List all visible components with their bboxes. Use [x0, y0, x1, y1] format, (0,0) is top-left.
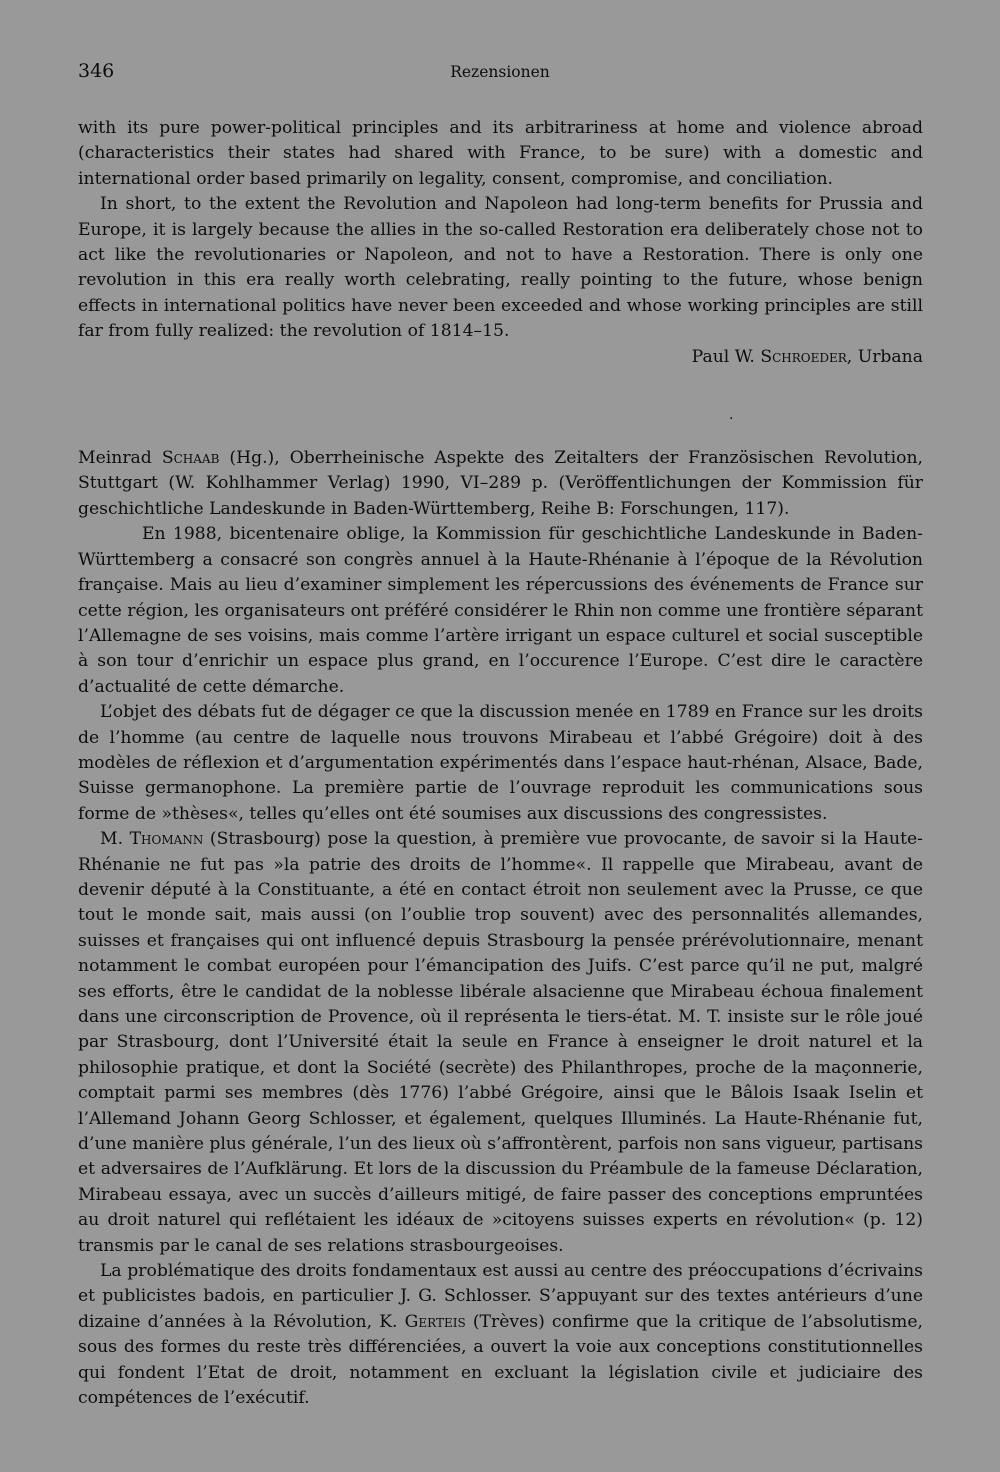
separator [78, 370, 923, 432]
review2-paragraph-1: En 1988, bicentenaire oblige, la Kommission für geschichtliche Landeskunde in Baden-Württemberg a consacré son congrès annuel à la Haute-Rhénanie à l’époque de la Révolution française. Mais au lieu d’examiner simplement les répercussions des événements de France sur cette région, les organisateurs ont préféré considérer le Rhin non comme une frontière séparant l’Allemagne de ses voisins, mais comme l’artère irrigant un espace culturel et social susceptible à son tour d’enrichir un espace plus grand, en l’occurence l’Europe. C’est dire le caractère d’actualité de cette démarche. [78, 524, 923, 697]
review2-bibliographic-entry [78, 446, 923, 522]
page-number: 346 [78, 60, 115, 82]
signature-place: , Urbana [846, 346, 923, 367]
editor-surname: Schaab [161, 448, 220, 469]
signature-first-name: Paul W. [691, 346, 761, 367]
review2-paragraph-2: L’objet des débats fut de dégager ce que la discussion menée en 1789 en France sur les droits de l’homme (au centre de laquelle nous trouvons Mirabeau et l’abbé Grégoire) doit à des modèles de réflexion et d’argumentation expérimentés dans l’espace haut-rhénan, Alsace, Bade, Suisse germanophone. La première partie de l’ouvrage reproduit les communications sous forme de »thèses«, telles qu’elles ont été soumises aux discussions des congressistes. [78, 702, 923, 824]
p4-author-name: Gerteis [404, 1311, 466, 1332]
review2-paragraph-3 [78, 827, 923, 1259]
article-body [78, 116, 923, 1412]
p4-text: (Trèves) confirme que la critique de l’absolutisme, sous des formes du reste très différenciées, a ouvert la voie aux conceptions constitutionnelles qui fondent l’Etat de droit, notamment en excluant la législation civile et judiciaire des compétences de l’exécutif. [78, 1311, 923, 1409]
bibliographic-details: (Hg.), Oberrheinische Aspekte des Zeitalters der Französischen Revolution, Stuttgart (W. Kohlhammer Verlag) 1990, VI–289 p. (Veröffentlichungen der Kommission für geschichtliche Landeskunde in Baden-Württemberg, Reihe B: Forschungen, 117). [78, 448, 924, 519]
review2-paragraph-4 [78, 1259, 923, 1411]
review1-signature [78, 345, 923, 370]
review1-paragraph-2: In short, to the extent the Revolution and Napoleon had long-term benefits for Prussia and Europe, it is largely because the allies in the so-called Restoration era deliberately chose not to act like the revolutionaries or Napoleon, and not to have a Restoration. There is only one revolution in this era really worth celebrating, really pointing to the future, whose benign effects in international politics have never been exceeded and whose working principles are still far from fully realized: the revolution of 1814–15. [78, 194, 923, 342]
p4-text-start: La problématique des droits fondamentaux est aussi au centre des préoccupations d’écrivains et publicistes badois, en particulier J. G. Schlosser. S’appuyant sur des textes antérieurs d’une dizaine d’années à la Révolution, K. [78, 1261, 923, 1332]
p3-text: (Strasbourg) pose la question, à première vue provocante, de savoir si la Haute-Rhénanie ne fut pas »la patrie des droits de l’homme«. Il rappelle que Mirabeau, avant de devenir député à la Constituante, a été en contact étroit non seulement avec la Prusse, ce que tout le monde sait, mais aussi (on l’oublie trop souvent) avec des personnalités allemandes, suisses et françaises qui ont influencé depuis Strasbourg la pensée prérévolutionnaire, menant notamment le combat européen pour l’émancipation des Juifs. C’est parce qu’il ne put, malgré ses efforts, être le candidat de la noblesse libérale alsacienne que Mirabeau échoua finalement dans une circonscription de Provence, où il représenta le tiers-état. M. T. insiste sur le rôle joué par Strasbourg, dont l’Université était la seule en France à enseigner le droit naturel et la philosophie pratique, et dont la Société (secrète) des Philanthropes, proche de la maçonnerie, comptait parmi ses membres (dès 1776) l’abbé Grégoire, ainsi que le Bâlois Isaak Iselin et l’Allemand Johann Georg Schlosser, et également, quelques Illuminés. La Haute-Rhénanie fut, d’une manière plus générale, l’un des lieux où s’affrontèrent, parfois non sans vigueur, partisans et adversaires de l’Aufklärung. Et lors de la discussion du Préambule de la fameuse Déclaration, Mirabeau essaya, avec un succès d’ailleurs mitigé, de faire passer des conceptions empruntées au droit naturel qui reflétaient les idéaux de »citoyens suisses experts en révolution« (p. 12) transmis par le canal de ses relations strasbourgeoises. [78, 829, 923, 1256]
separator-dot: . [729, 407, 734, 424]
running-head-title: Rezensionen [450, 63, 550, 81]
running-head [78, 60, 922, 88]
p3-prefix: M. [100, 829, 130, 850]
p3-author-name: Thomann [129, 829, 204, 850]
editor-first-name: Meinrad [78, 448, 162, 469]
signature-surname: Schroeder [760, 346, 847, 367]
review1-paragraph-1: with its pure power-political principles and its arbitrariness at home and violence abroad (characteristics their states had shared with France, to be sure) with a domestic and international order based primarily on legality, consent, compromise, and conciliation. [78, 118, 923, 189]
